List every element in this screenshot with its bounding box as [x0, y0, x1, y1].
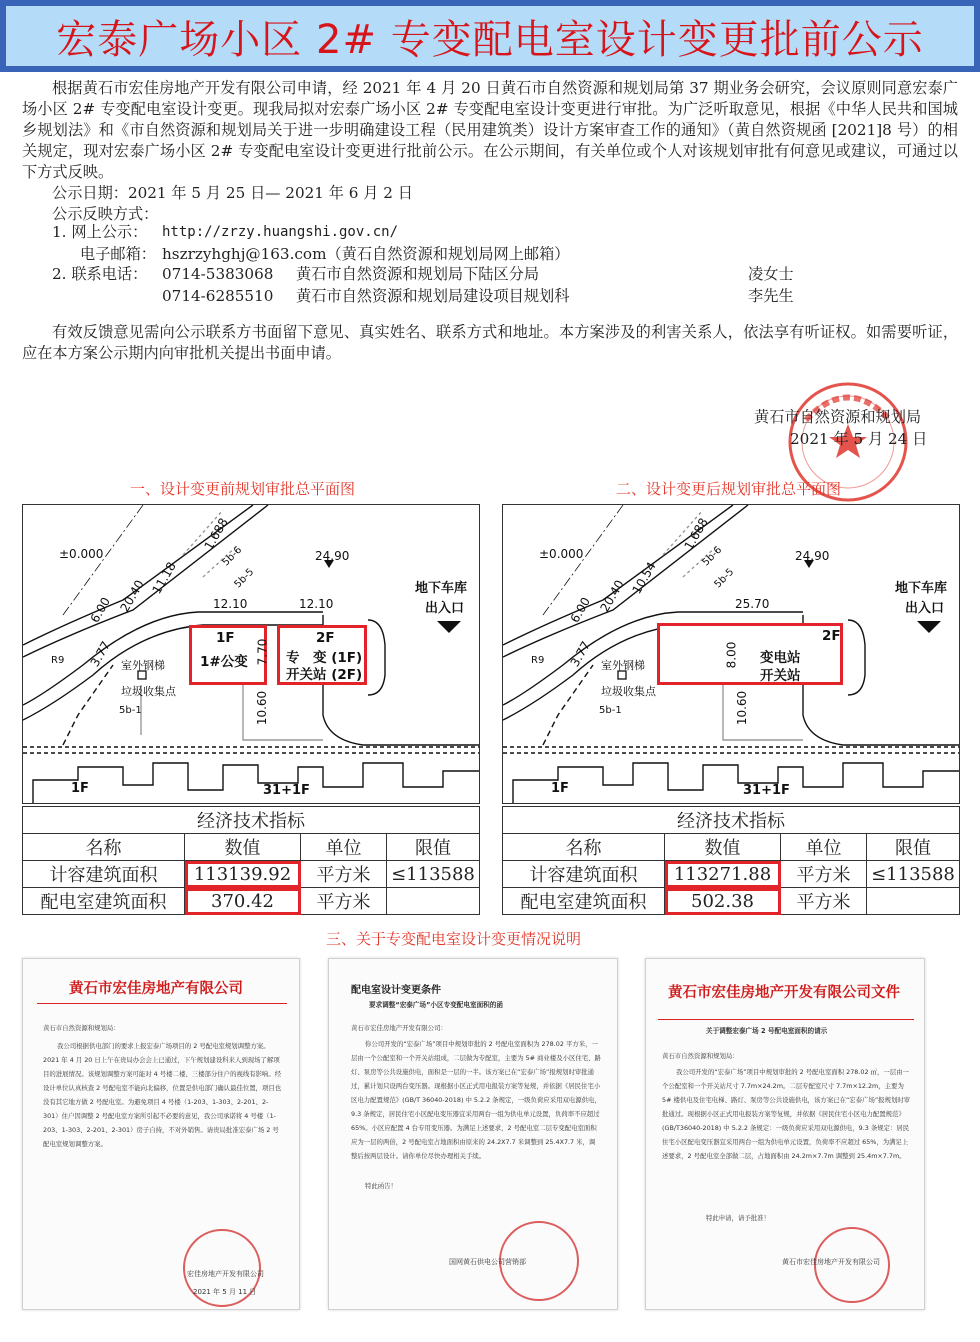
table-cell-highlighted: 370.42 — [185, 888, 301, 915]
doc2-body: 你公司开发的“宏泰广场”项目中规划审批的 2 号配电室面积为 278.02 平方米，一层由一个公配室和一个开关站组成，二层做为专配室，主要为 5# 商业楼及小区住宅、路灯、泵房等公共设施供电，面积是一层的一半。该方案已在“宏泰广场”报规划时审批通过，累计划只设两台变压器。现根据小区正式用电报装方案等复规，并依据《居民住宅小区电力配置规范》(GB/T 36040-2018) 中 5.2.2 条规定，一级负荷应采用双电源供电，9.3 条规定，居民住宅小区配电变压器宜采用两台一组为供电单元设置，负荷率不应超过 65%。小区应配置 4 台专用变压器。为满足上述要求，2 号配电室二层专变配电室面积应为一层的两倍，2 号配电室占地面积由原来的 24.2X7.7 米调整到 25.4X7.7 米，调整后按两层设计。请你单位尽快办理相关手续。 — [351, 1040, 601, 1160]
table-caption: 经济技术指标 — [23, 807, 480, 834]
plan-after-garage: 地下车库 — [895, 581, 948, 596]
plan-before-height: 7.70 — [255, 638, 270, 666]
plan-after-bottom-1f: 1F — [551, 781, 569, 796]
online-url-link[interactable]: http://zrzy.huangshi.gov.cn/ — [162, 224, 399, 240]
title-banner — [0, 0, 980, 72]
section-before-heading: 一、设计变更前规划审批总平面图 — [130, 480, 356, 498]
plan-before-trash: 垃圾收集点 — [121, 685, 176, 698]
doc1-divider — [37, 1003, 287, 1004]
page-title: 宏泰广场小区 2# 专变配电室设计变更批前公示 — [56, 16, 924, 63]
box1-name: 1#公变 — [200, 654, 248, 670]
box2-line1: 专 变 (1F) — [286, 650, 363, 666]
plan-before-garage-entry: 出入口 — [425, 601, 465, 616]
email-link[interactable]: hszrzyhghj@163.com（黄石自然资源和规划局网上邮箱） — [162, 245, 570, 263]
table-cell: ≤113588 — [387, 861, 480, 888]
doc1-body: 我公司根据供电部门的要求上报宏泰广场项目的 2 号配电室规划调整方案。2021 年 4 月 20 日上午在贵局办会会上已通过，下午规划建设科来人到现场了解项目的进展情况。该规划调整方案可能对 4 号楼二楼、三楼部分住户的视线有影响。经设计单位认真核查 2 号配电室不能向北偏移，位置是供电部门确认最佳位置，项目也没有其它地方做 2 号配电室。为避免项目 4 号楼（1-203、1-303、2-201、2-301）住户因调整 2 号配电室方案所引起不必要的意见，我公司承诺将 4 号楼（1-203、1-303、2-201、2-301）房子自持，不对外销售。请贵局批准宏泰广场 2 号配电室规划调整方案。 — [43, 1042, 282, 1148]
plan-before-width-b: 12.10 — [299, 597, 334, 611]
plan-after-bottom-31: 31+1F — [743, 783, 790, 798]
scanned-letter-request — [645, 958, 925, 1310]
plan-after-dim-1054: 10.54 — [629, 559, 659, 597]
plan-after-block-b: 5b-5 — [712, 566, 737, 591]
section-explain-heading: 三、关于专变配电室设计变更情况说明 — [326, 930, 582, 948]
box-line2: 开关站 — [760, 668, 801, 684]
plan-before-dim-377: 3.77 — [87, 638, 114, 670]
doc2-salutation: 黄石市宏佳房地产开发有限公司： — [351, 1024, 447, 1032]
signature-date: 2021 年 5 月 24 日 — [790, 430, 928, 448]
plan-before-radius: R9 — [51, 655, 65, 666]
contact-phone-2: 0714-6285510 — [162, 287, 274, 305]
doc2-subtitle: 要求调整“宏泰广场”小区专变配电室面积的函 — [369, 1001, 503, 1009]
table-header-cell: 限值 — [387, 834, 480, 861]
plan-after-height: 8.00 — [724, 641, 739, 669]
plan-after-dim-377: 3.77 — [567, 638, 594, 670]
plan-after-stair: 室外钢梯 — [601, 659, 645, 672]
plan-before-block-b: 5b-5 — [232, 566, 257, 591]
table-cell: 计容建筑面积 — [23, 861, 185, 888]
table-cell-highlighted: 502.38 — [665, 888, 781, 915]
table-caption: 经济技术指标 — [503, 807, 960, 834]
section-after-heading: 二、设计变更后规划审批总平面图 — [616, 480, 842, 498]
table-cell: 计容建筑面积 — [503, 861, 665, 888]
table-row — [23, 888, 480, 915]
box2-line2: 开关站 (2F) — [286, 667, 363, 683]
site-plan-after — [502, 504, 960, 804]
online-label: 1. 网上公示： — [52, 223, 148, 241]
box-floor: 2F — [822, 628, 841, 644]
plan-after-garage-entry: 出入口 — [905, 601, 945, 616]
signature-org: 黄石市自然资源和规划局 — [754, 408, 922, 426]
plan-before-bottom-1f: 1F — [71, 781, 89, 796]
plan-after-elev: 24.90 — [795, 549, 830, 563]
plan-after-radius: R9 — [531, 655, 545, 666]
notice-closing: 有效反馈意见需向公示联系方书面留下意见、真实姓名、联系方式和地址。本方案涉及的利害关系人，依法享有听证权。如需要听证，应在本方案公示期内向审批机关提出书面申请。 — [22, 323, 958, 362]
doc2-title: 配电室设计变更条件 — [351, 985, 441, 996]
plan-before-block-a: 5b-6 — [220, 544, 245, 569]
contact-dept-1: 黄石市自然资源和规划局下陆区分局 — [296, 265, 539, 283]
contact-phone-1: 0714-5383068 — [162, 265, 274, 283]
plan-after-depth: 10.60 — [735, 690, 750, 726]
table-cell: 配电室建筑面积 — [503, 888, 665, 915]
table-cell: 平方米 — [301, 888, 387, 915]
indicator-table-after — [502, 806, 960, 915]
table-header-cell: 限值 — [867, 834, 960, 861]
plan-before-elev: 24.90 — [315, 549, 350, 563]
plan-before-private-transformer-box — [277, 625, 367, 685]
doc3-title: 黄石市宏佳房地产开发有限公司文件 — [668, 985, 900, 1001]
indicator-table-before — [22, 806, 480, 915]
table-header-cell: 单位 — [301, 834, 387, 861]
scanned-letter-developer — [22, 958, 300, 1310]
plan-after-trash: 垃圾收集点 — [601, 685, 656, 698]
table-header-cell: 名称 — [503, 834, 665, 861]
plan-after-dim-1688: 1.688 — [681, 515, 711, 553]
doc3-subtitle: 关于调整宏泰广场 2 号配电室面积的请示 — [706, 1027, 828, 1035]
plan-after-block-a: 5b-6 — [700, 544, 725, 569]
table-cell: 平方米 — [781, 861, 867, 888]
table-header-cell: 数值 — [665, 834, 781, 861]
plan-before-stair: 室外钢梯 — [121, 659, 165, 672]
plan-after-dim-2040: 20.40 — [597, 577, 627, 615]
doc3-sign: 黄石市宏佳房地产开发有限公司 — [782, 1258, 880, 1266]
table-cell: ≤113588 — [867, 861, 960, 888]
doc1-salutation: 黄石市自然资源和规划局： — [43, 1024, 120, 1032]
table-cell — [387, 888, 480, 915]
feedback-heading: 公示反映方式： — [52, 205, 159, 223]
contact-dept-2: 黄石市自然资源和规划局建设项目规划科 — [296, 287, 570, 305]
doc3-salutation: 黄石市自然资源和规划局： — [662, 1052, 739, 1060]
contact-person-1: 凌女士 — [748, 265, 794, 283]
plan-before-dim-1118: 11.18 — [149, 559, 179, 597]
plan-before-bottom-31: 31+1F — [263, 783, 310, 798]
doc1-date: 2021 年 5 月 11 日 — [193, 1288, 257, 1296]
box-line1: 变电站 — [760, 650, 801, 666]
table-cell-highlighted: 113139.92 — [185, 861, 301, 888]
table-cell-highlighted: 113271.88 — [665, 861, 781, 888]
doc1-title: 黄石市宏佳房地产有限公司 — [69, 981, 243, 997]
plan-after-level: ±0.000 — [539, 547, 584, 561]
doc2-end: 特此函告！ — [365, 1182, 397, 1190]
table-row — [23, 807, 480, 834]
table-row — [503, 861, 960, 888]
doc1-sign: 宏佳房地产开发有限公司 — [187, 1270, 264, 1278]
plan-before-width-a: 12.10 — [213, 597, 248, 611]
notice-intro: 根据黄石市宏佳房地产开发有限公司申请，经 2021 年 4 月 20 日黄石市自然资源和规划局第 37 期业务会研究，会议原则同意宏泰广场小区 2# 专变配电室设计变更。现我局拟对宏泰广场小区 2# 专变配电室设计变更进行审批。为广泛听取意见，根据《中华人民共和国城乡规划法》和《市自然资源和规划局关于进一步明确建设工程（民用建筑类）设计方案审查工作的通知》（黄自然资规函 [2021]8 号）的相关规定，现对宏泰广场小区 2# 专变配电室设计变更进行批前公示。在公示期间，有关单位或个人对该规划审批有何意见或建议，可通过以下方式反映。 — [22, 79, 958, 181]
table-cell: 平方米 — [781, 888, 867, 915]
table-row — [503, 834, 960, 861]
table-row — [23, 861, 480, 888]
doc3-body: 我公司开发的“宏泰广场”项目中规划审批的 2 号配电室面积 278.02 ㎡，一层由一个公配室和一个开关站尺寸 7.7m×24.2m。二层专配室尺寸 7.7m×12.2m，主要为 5# 楼供电及住宅电梯、路灯、泵房等公共设施供电，该方案已在“宏泰广场”报规划时审批通过。现根据小区正式用电报装方案等复规，并依据《居民住宅小区电力配置规范》(GB/T36040-2018) 中 5.2.2 条规定：一级负荷应采用双电源供电，9.3 条规定：居民住宅小区配电变压器宜采用两台一组为供电单元设置，负荷率不应超过 65%，为满足上述要求，2 号配电室全部做二层，占地面积由 24.2m×7.7m 调整到 25.4m×7.7m。 — [662, 1068, 911, 1160]
contact-person-2: 李先生 — [748, 287, 794, 305]
doc3-end: 特此申请，请予批准！ — [706, 1214, 770, 1222]
notice-date: 公示日期：2021 年 5 月 25 日— 2021 年 6 月 2 日 — [52, 184, 413, 202]
plan-before-level: ±0.000 — [59, 547, 104, 561]
doc2-sign: 国网黄石供电公司营销部 — [449, 1258, 526, 1266]
plan-before-dim-2040: 20.40 — [117, 577, 147, 615]
box2-floor: 2F — [316, 630, 335, 646]
plan-before-dim-600: 6.00 — [87, 594, 114, 626]
table-row — [503, 807, 960, 834]
table-cell: 配电室建筑面积 — [23, 888, 185, 915]
plan-after-width: 25.70 — [735, 597, 770, 611]
table-header-cell: 数值 — [185, 834, 301, 861]
title-banner-inner — [6, 6, 974, 66]
site-plan-before — [22, 504, 480, 804]
doc3-divider — [658, 1019, 914, 1020]
plan-before-block-c: 5b-1 — [119, 705, 142, 716]
plan-before-dim-1688: 1.688 — [201, 515, 231, 553]
scanned-letter-power-supply — [328, 958, 618, 1310]
box1-floor: 1F — [216, 630, 235, 646]
plan-before-garage: 地下车库 — [415, 581, 468, 596]
table-row — [23, 834, 480, 861]
table-row — [503, 888, 960, 915]
table-header-cell: 名称 — [23, 834, 185, 861]
table-cell: 平方米 — [301, 861, 387, 888]
plan-before-depth: 10.60 — [255, 690, 270, 726]
phone-label: 2. 联系电话： — [52, 265, 148, 283]
email-label: 电子邮箱： — [80, 245, 156, 263]
plan-after-block-c: 5b-1 — [599, 705, 622, 716]
plan-after-substation-box — [657, 623, 843, 685]
plan-after-dim-600: 6.00 — [567, 594, 594, 626]
table-cell — [867, 888, 960, 915]
table-header-cell: 单位 — [781, 834, 867, 861]
